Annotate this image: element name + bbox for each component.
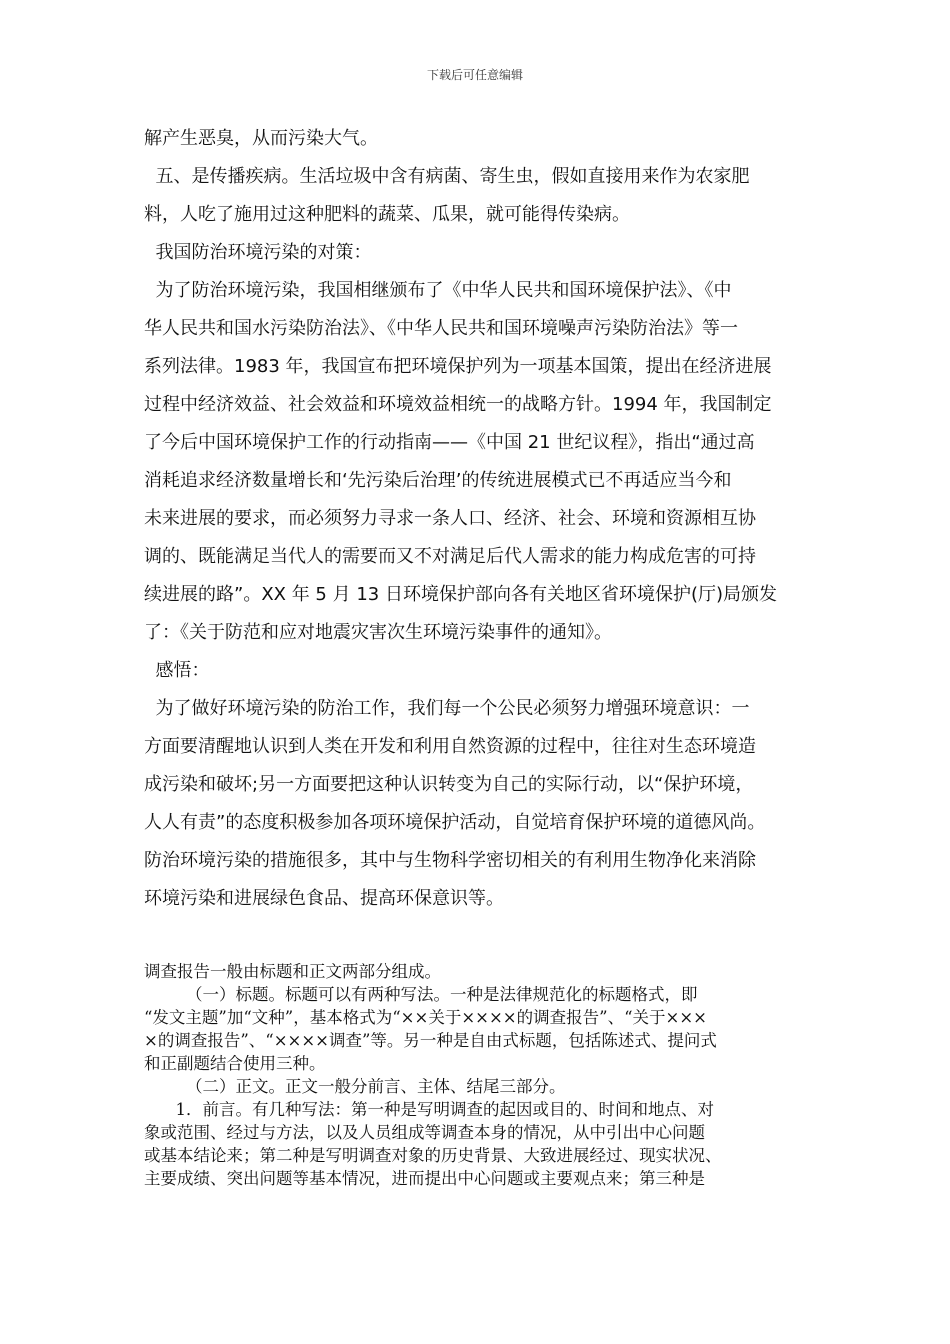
paragraph-line: 或基本结论来；第二种是写明调查对象的历史背景、大致进展经过、现实状况、 <box>144 1146 722 1165</box>
paragraph-line: 感悟： <box>144 660 210 681</box>
paragraph-line: （二）正文。正文一般分前言、主体、结尾三部分。 <box>144 1077 566 1096</box>
paragraph-line: ×的调查报告”、“××××调查”等。另一种是自由式标题，包括陈述式、提问式 <box>144 1031 717 1050</box>
article-section-report-format <box>144 960 814 1190</box>
paragraph-line: 成污染和破坏;另一方面要把这种认识转变为自己的实际行动，以“保护环境， <box>144 774 754 795</box>
paragraph-line: 我国防治环境污染的对策： <box>144 242 372 263</box>
paragraph-line: 象或范围、经过与方法，以及人员组成等调查本身的情况，从中引出中心问题 <box>144 1123 705 1142</box>
page-header: 下载后可任意编辑 <box>426 68 523 82</box>
paragraph-line: 解产生恶臭，从而污染大气。 <box>144 128 378 149</box>
paragraph-line: 调的、既能满足当代人的需要而又不对满足后代人需求的能力构成危害的可持 <box>144 546 756 567</box>
paragraph-line: “发文主题”加“文种”，基本格式为“××关于××××的调查报告”、“关于××× <box>144 1008 707 1027</box>
paragraph-line: 了今后中国环境保护工作的行动指南——《中国 21 世纪议程》，指出“通过高 <box>144 432 755 453</box>
paragraph-line: 五、是传播疾病。生活垃圾中含有病菌、寄生虫，假如直接用来作为农家肥 <box>144 166 750 187</box>
paragraph-line: 华人民共和国水污染防治法》、《中华人民共和国环境噪声污染防治法》等一 <box>144 318 738 339</box>
paragraph-line: 调查报告一般由标题和正文两部分组成。 <box>144 962 441 981</box>
paragraph-line: 续进展的路”。XX 年 5 月 13 日环境保护部向各有关地区省环境保护(厅)局颁发 <box>144 584 777 605</box>
paragraph-line: 和正副题结合使用三种。 <box>144 1054 326 1073</box>
paragraph-line: 1．前言。有几种写法：第一种是写明调查的起因或目的、时间和地点、对 <box>144 1100 714 1119</box>
paragraph-line: 未来进展的要求，而必须努力寻求一条人口、经济、社会、环境和资源相互协 <box>144 508 756 529</box>
paragraph-line: 为了做好环境污染的防治工作，我们每一个公民必须努力增强环境意识：一 <box>144 698 750 719</box>
paragraph-line: 料，人吃了施用过这种肥料的蔬菜、瓜果，就可能得传染病。 <box>144 204 630 225</box>
paragraph-line: 方面要清醒地认识到人类在开发和利用自然资源的过程中，往往对生态环境造 <box>144 736 756 757</box>
paragraph-line: 人人有责”的态度积极参加各项环境保护活动，自觉培育保护环境的道德风尚。 <box>144 812 766 833</box>
paragraph-line: 过程中经济效益、社会效益和环境效益相统一的战略方针。1994 年，我国制定 <box>144 394 772 415</box>
paragraph-line: （一）标题。标题可以有两种写法。一种是法律规范化的标题格式，即 <box>144 985 698 1004</box>
paragraph-line: 为了防治环境污染，我国相继颁布了《中华人民共和国环境保护法》、《中 <box>144 280 732 301</box>
article-section-environment <box>144 120 814 918</box>
paragraph-line: 防治环境污染的措施很多，其中与生物科学密切相关的有利用生物净化来消除 <box>144 850 756 871</box>
paragraph-line: 主要成绩、突出问题等基本情况，进而提出中心问题或主要观点来；第三种是 <box>144 1169 705 1188</box>
paragraph-line: 消耗追求经济数量增长和‘先污染后治理’的传统进展模式已不再适应当今和 <box>144 470 732 491</box>
paragraph-line: 环境污染和进展绿色食品、提高环保意识等。 <box>144 888 504 909</box>
paragraph-line: 了：《关于防范和应对地震灾害次生环境污染事件的通知》。 <box>144 622 612 643</box>
paragraph-line: 系列法律。1983 年，我国宣布把环境保护列为一项基本国策，提出在经济进展 <box>144 356 772 377</box>
